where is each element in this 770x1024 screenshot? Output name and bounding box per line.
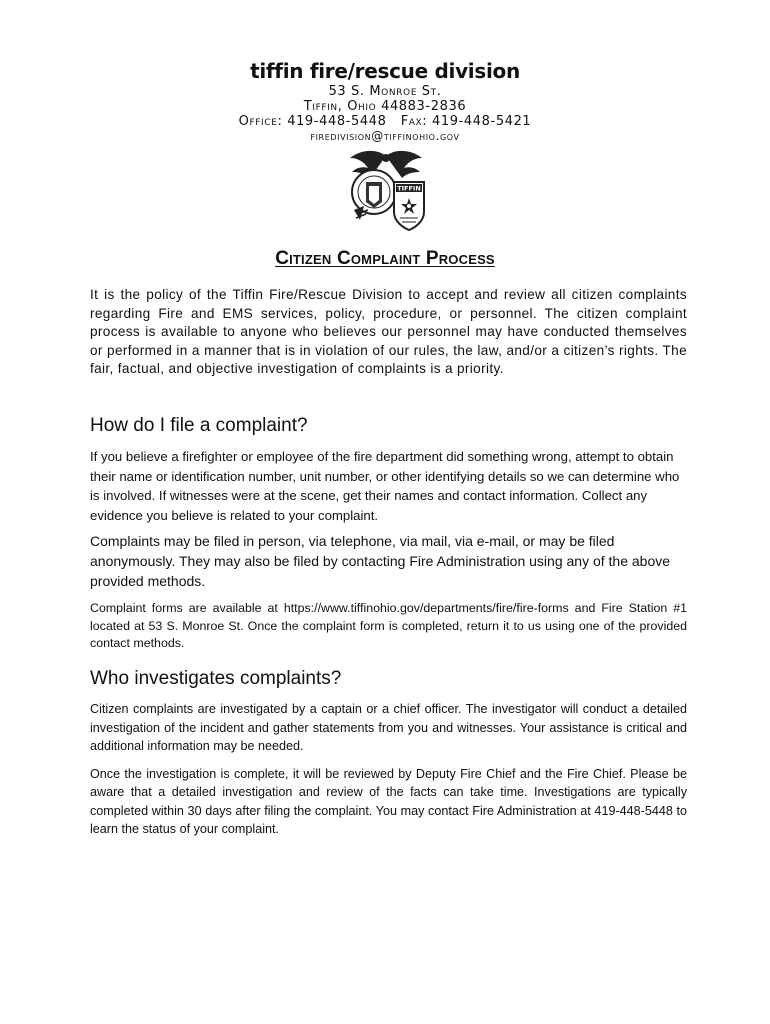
letterhead: [0, 58, 770, 144]
investigate-paragraph-2: Once the investigation is complete, it will be reviewed by Deputy Fire Chief and the Fire Chief. Please be aware that a detailed investigation and review of the facts can take time. Investigations are typically completed within 30 days after filing the complaint. You may contact Fire Administration at 419-448-5448 to learn the status of your complaint.: [90, 766, 687, 836]
phone-line: [0, 114, 770, 129]
fax-number: Fax: 419-448-5421: [400, 114, 532, 129]
emblem-badge-text: TIFFIN: [397, 184, 421, 193]
org-name: tiffin fire/rescue division: [250, 59, 520, 83]
intro-section: [90, 286, 687, 379]
email-address: firedivision@tiffinohio.gov: [310, 129, 460, 143]
office-phone: Office: 419-448-5448: [238, 114, 387, 129]
eagle-and-tiffin-fire-emblem-icon: [338, 148, 434, 232]
investigation-section: [90, 667, 687, 839]
file-paragraph-2: Complaints may be filed in person, via telephone, via mail, via e-mail, or may be filed anonymously. They may also be filed by contacting Fire Administration using any of the above provided methods.: [90, 533, 671, 589]
file-complaint-section: [90, 414, 687, 653]
section-heading-investigate: Who investigates complaints?: [90, 668, 342, 689]
intro-paragraph: It is the policy of the Tiffin Fire/Rescue Division to accept and review all citizen complaints regarding Fire and EMS services, policy, procedure, or personnel. The citizen complaint process is available to anyone who believes our personnel may have conducted themselves or performed in a manner that is in violation of our rules, the law, and/or a citizen’s rights. The fair, factual, and objective investigation of complaints is a priority.: [90, 287, 687, 376]
address-city: Tiffin, Ohio 44883-2836: [303, 99, 467, 114]
file-paragraph-3: Complaint forms are available at https://www.tiffinohio.gov/departments/fire/fire-forms and Fire Station #1 located at 53 S. Monroe St. Once the complaint form is completed, return it to us using one of the provided contact methods.: [90, 601, 687, 651]
page-title: Citizen Complaint Process: [275, 248, 495, 269]
address-street: 53 S. Monroe St.: [328, 84, 442, 99]
investigate-paragraph-1: Citizen complaints are investigated by a captain or a chief officer. The investigator will conduct a detailed investigation of the incident and gather statements from you and witnesses. Your assistance is critical and additional information may be needed.: [90, 702, 687, 753]
file-paragraph-1: If you believe a firefighter or employee of the fire department did something wrong, attempt to obtain their name or identification number, unit number, or other identifying details so we can determine who is involved. If witnesses were at the scene, get their names and contact information. Collect any evidence you believe is related to your complaint.: [90, 449, 680, 523]
section-heading-file: How do I file a complaint?: [90, 415, 308, 436]
